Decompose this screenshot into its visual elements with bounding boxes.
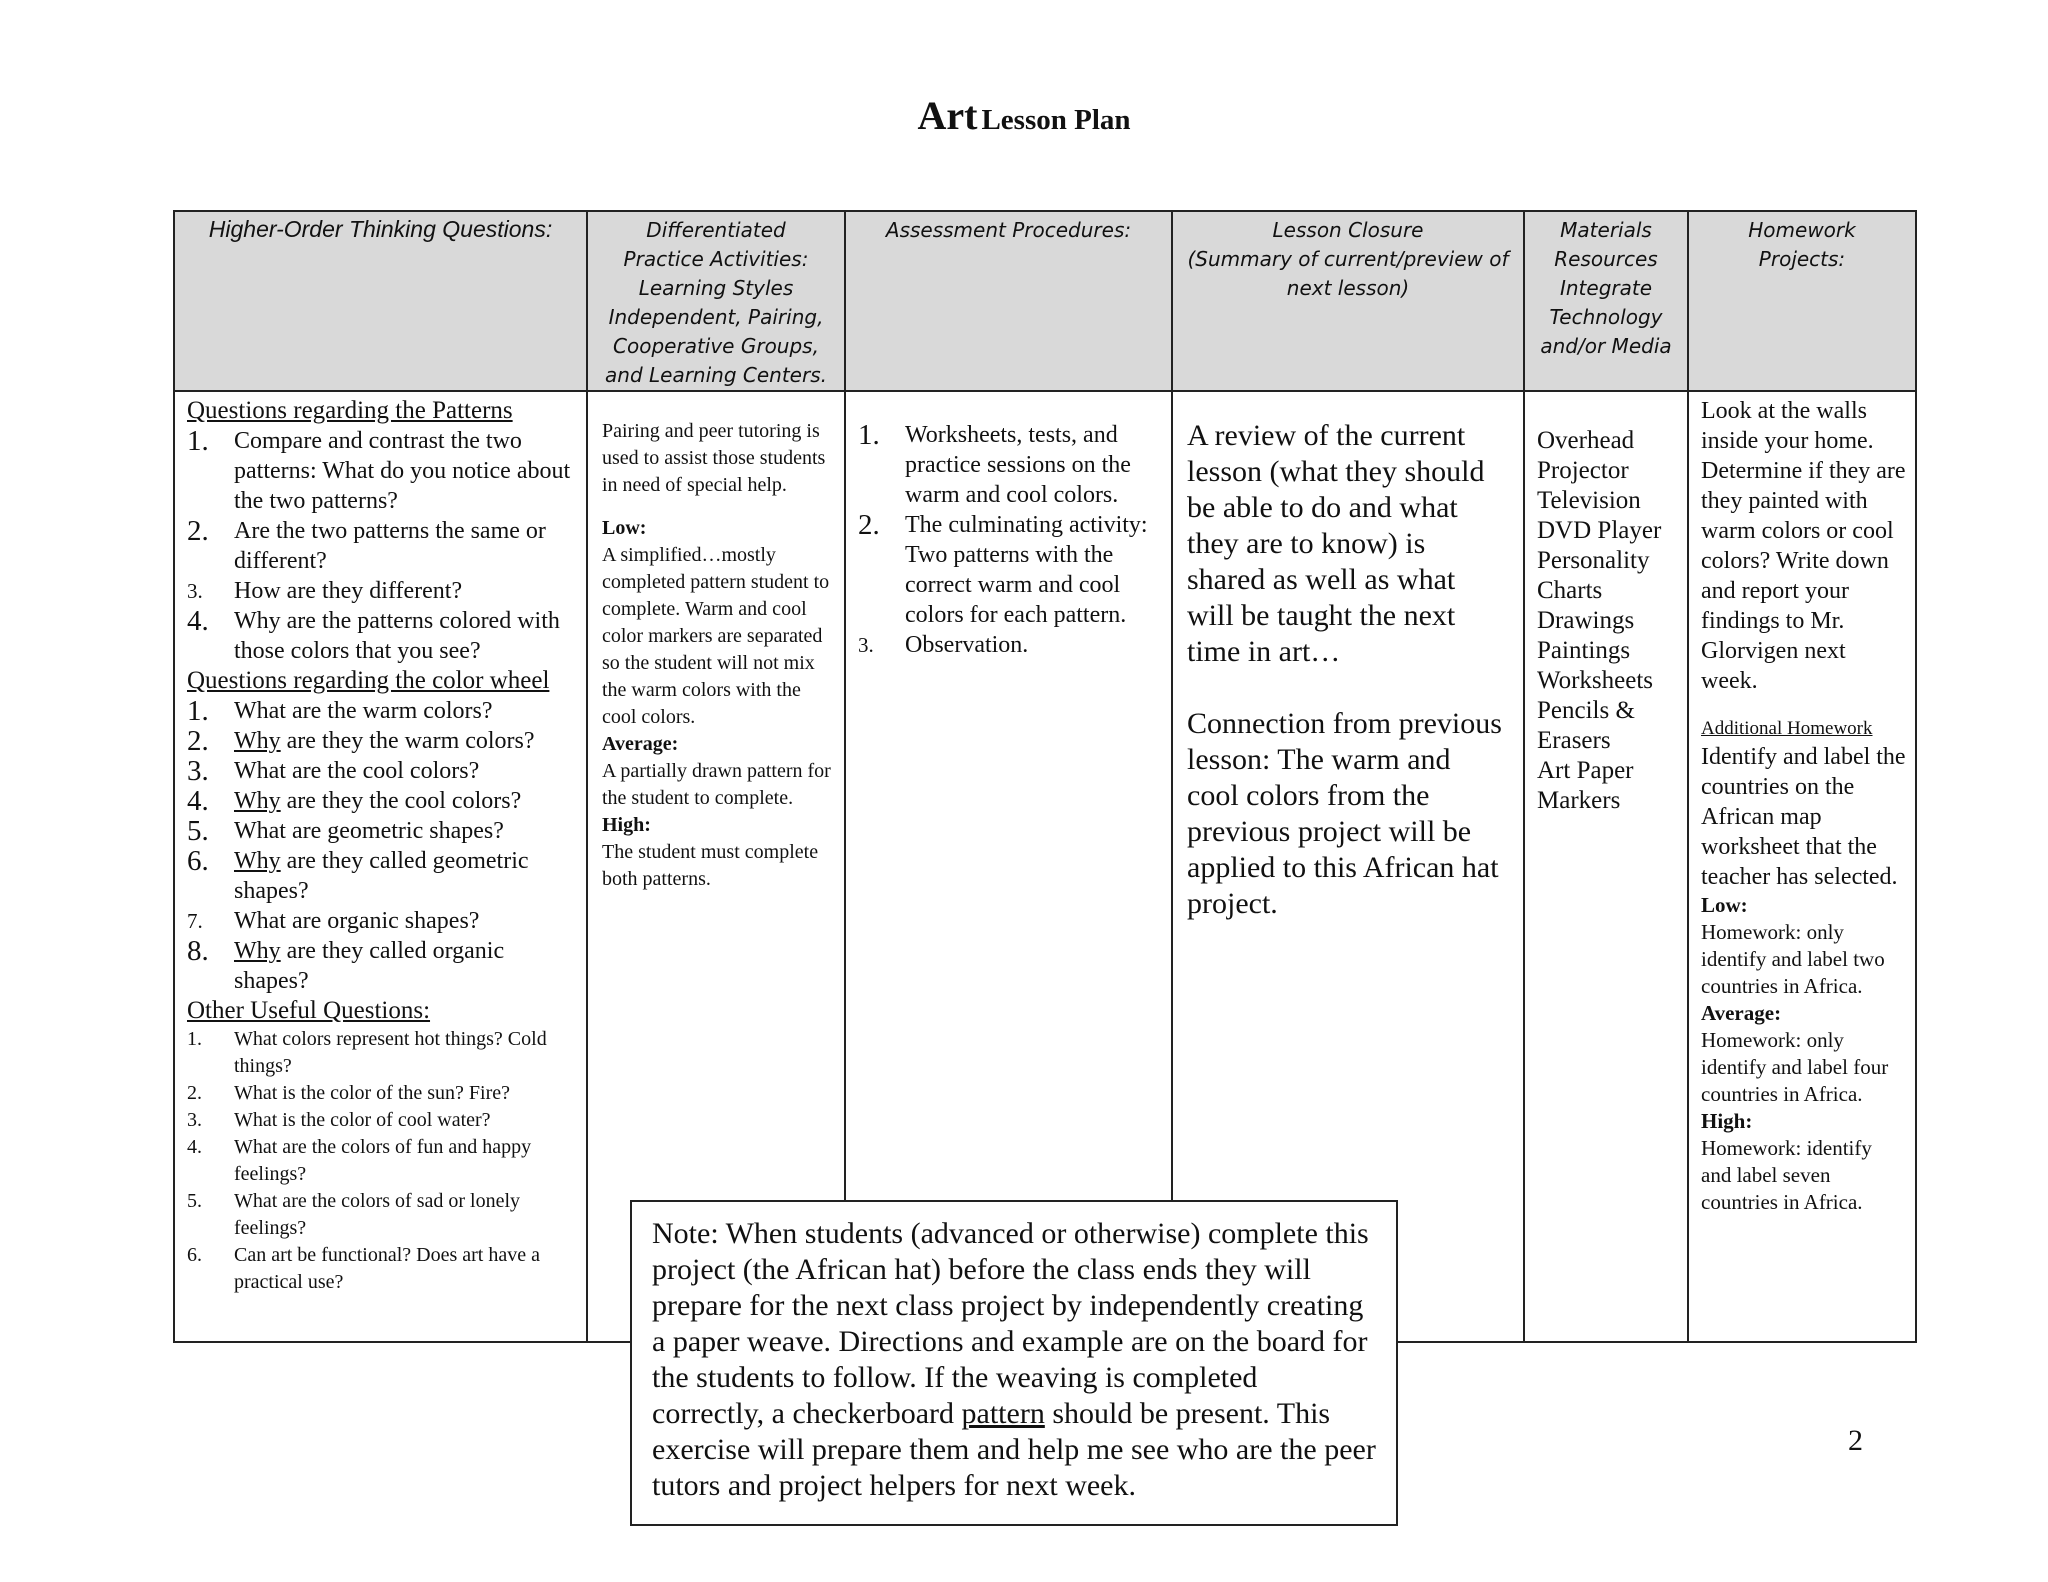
- list-item: Pencils & Erasers: [1537, 697, 1635, 754]
- list-item: 4. Why are the patterns colored with those colors that you see?: [187, 605, 560, 664]
- note-text-underlined: pattern: [961, 1397, 1045, 1430]
- homework-average-text: Homework: only identify and label four countries in Africa.: [1701, 1028, 1889, 1106]
- differentiated-intro: Pairing and peer tutoring is used to assist those students in need of special help.: [602, 420, 826, 496]
- header-questions: Higher-Order Thinking Questions:: [174, 211, 587, 391]
- title-subject: Art: [917, 93, 978, 138]
- list-item: 1. What are the warm colors?: [187, 695, 493, 727]
- homework-low-text: Homework: only identify and label two countries in Africa.: [1701, 920, 1885, 998]
- list-item: 1. Compare and contrast the two patterns: What do you notice about the two patterns?: [187, 425, 571, 514]
- header-closure: Lesson Closure (Summary of current/preview of next lesson): [1172, 211, 1524, 391]
- list-item: DVD Player: [1537, 517, 1662, 544]
- list-item: 7. What are organic shapes?: [187, 908, 480, 934]
- note-text-before: Note: When students (advanced or otherwise) complete this project (the African hat) before the class ends they will prepare for the next class project by independently creating a paper weave. Directions and example are on the board for the students to follow. If the weaving is completed correctly, a checkerboard: [652, 1217, 1369, 1430]
- list-item: 1. Worksheets, tests, and practice sessions on the warm and cool colors.: [858, 419, 1131, 508]
- list-item: 2. The culminating activity: Two patterns with the correct warm and cool colors for each pattern.: [858, 509, 1148, 628]
- patterns-list: [187, 426, 578, 666]
- list-item: 6. Why are they called geometric shapes?: [187, 845, 529, 904]
- note-box: [630, 1200, 1398, 1526]
- high-text: The student must complete both patterns.: [602, 841, 819, 890]
- average-label: Average:: [602, 733, 679, 755]
- color-wheel-list: [187, 696, 578, 996]
- list-item: 3. What is the color of cool water?: [187, 1109, 491, 1131]
- color-wheel-heading: Questions regarding the color wheel: [187, 667, 550, 694]
- homework-cell: [1688, 391, 1916, 1342]
- table-header-row: [174, 211, 1916, 391]
- list-item: Television: [1537, 487, 1641, 514]
- homework-main: Look at the walls inside your home. Determine if they are they painted with warm colors or cool colors? Write down and report your findings to Mr. Glorvigen next week.: [1701, 398, 1906, 694]
- list-item: 3. Observation.: [858, 632, 1029, 658]
- list-item: 5. What are geometric shapes?: [187, 815, 504, 847]
- other-questions-list: [187, 1026, 578, 1296]
- lesson-plan-table: [173, 210, 1917, 1343]
- title-rest: Lesson Plan: [981, 104, 1131, 136]
- header-homework: Homework Projects:: [1688, 211, 1916, 391]
- list-item: 2. What is the color of the sun? Fire?: [187, 1082, 511, 1104]
- homework-average-label: Average:: [1701, 1001, 1782, 1025]
- list-item: Art Paper: [1537, 757, 1634, 784]
- average-text: A partially drawn pattern for the student to complete.: [602, 760, 831, 809]
- list-item: 8. Why are they called organic shapes?: [187, 935, 505, 994]
- list-item: Markers: [1537, 787, 1621, 814]
- page-number: 2: [1848, 1424, 1863, 1457]
- list-item: 4. What are the colors of fun and happy feelings?: [187, 1136, 532, 1185]
- list-item: Drawings: [1537, 607, 1635, 634]
- header-differentiated: Differentiated Practice Activities: Learning Styles Independent, Pairing, Cooperative Groups, and Learning Centers.: [587, 211, 845, 391]
- list-item: 5. What are the colors of sad or lonely feelings?: [187, 1190, 521, 1239]
- other-questions-heading: Other Useful Questions:: [187, 997, 431, 1024]
- list-item: Paintings: [1537, 637, 1631, 664]
- low-text: A simplified…mostly completed pattern student to complete. Warm and cool color markers are separated so the student will not mix the warm colors with the cool colors.: [602, 544, 830, 728]
- closure-connection: Connection from previous lesson: The warm and cool colors from the previous project will be applied to this African hat project.: [1187, 707, 1502, 920]
- list-item: 1. What colors represent hot things? Cold things?: [187, 1028, 547, 1077]
- additional-homework-heading: Additional Homework: [1701, 718, 1873, 739]
- list-item: Worksheets: [1537, 667, 1654, 694]
- list-item: Overhead Projector: [1537, 427, 1635, 484]
- note-text-after: should be present. This exercise will prepare them and help me see who are the peer tutors and project helpers for next week.: [652, 1397, 1376, 1502]
- patterns-heading: Questions regarding the Patterns: [187, 397, 513, 424]
- questions-cell: [174, 391, 587, 1342]
- low-label: Low:: [602, 517, 647, 539]
- page-title: [0, 92, 2048, 139]
- additional-homework-text: Identify and label the countries on the African map worksheet that the teacher has selected.: [1701, 744, 1906, 890]
- materials-cell: [1524, 391, 1688, 1342]
- list-item: Personality Charts: [1537, 547, 1650, 604]
- homework-high-label: High:: [1701, 1109, 1753, 1133]
- list-item: 6. Can art be functional? Does art have a practical use?: [187, 1244, 540, 1293]
- list-item: 3. How are they different?: [187, 578, 463, 604]
- header-materials: Materials Resources Integrate Technology and/or Media: [1524, 211, 1688, 391]
- list-item: 3. What are the cool colors?: [187, 755, 480, 787]
- closure-review: A review of the current lesson (what they should be able to do and what they are to know) is shared as well as what will be taught the next time in art…: [1187, 419, 1485, 668]
- list-item: 2. Why are they the warm colors?: [187, 725, 535, 757]
- header-assessment: Assessment Procedures:: [845, 211, 1172, 391]
- homework-low-label: Low:: [1701, 893, 1748, 917]
- homework-high-text: Homework: identify and label seven countries in Africa.: [1701, 1136, 1872, 1214]
- list-item: 2. Are the two patterns the same or different?: [187, 515, 546, 574]
- list-item: 4. Why are they the cool colors?: [187, 785, 522, 817]
- assessment-list: [858, 420, 1161, 660]
- high-label: High:: [602, 814, 651, 836]
